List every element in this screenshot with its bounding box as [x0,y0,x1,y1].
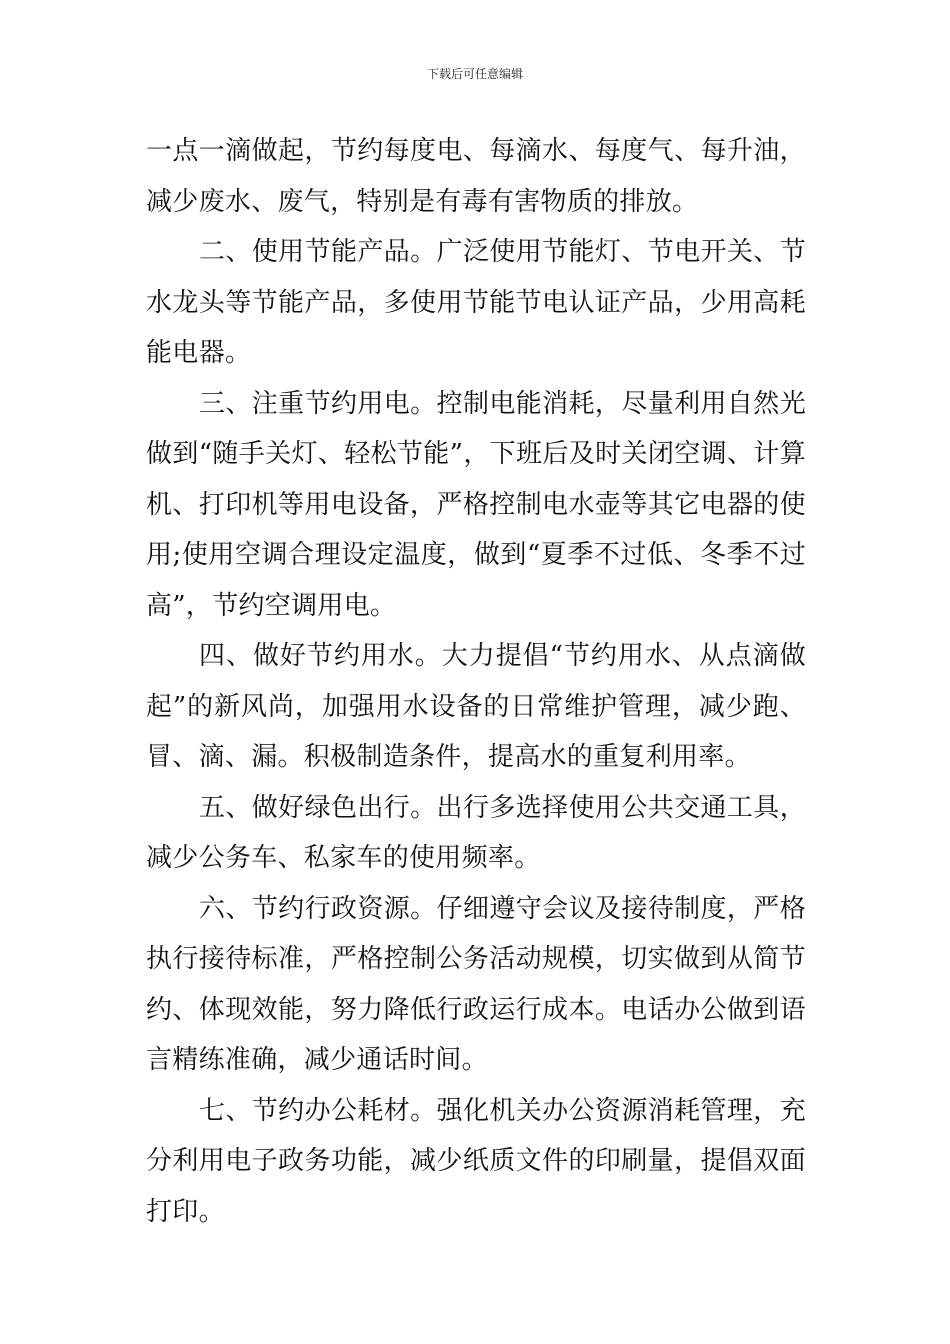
paragraph-item-2: 二、使用节能产品。广泛使用节能灯、节电开关、节水龙头等节能产品，多使用节能节电认证产品，少用高耗能电器。 [146,237,806,368]
paragraph-item-5: 五、做好绿色出行。出行多选择使用公共交通工具，减少公务车、私家车的使用频率。 [146,792,806,873]
document-body [146,126,806,1237]
paragraph-item-4: 四、做好节约用水。大力提倡“节约用水、从点滴做起”的新风尚，加强用水设备的日常维护管理，减少跑、冒、滴、漏。积极制造条件，提高水的重复利用率。 [146,641,806,772]
paragraph-item-3: 三、注重节约用电。控制电能消耗，尽量利用自然光做到“随手关灯、轻松节能”，下班后及时关闭空调、计算机、打印机等用电设备，严格控制电水壶等其它电器的使用;使用空调合理设定温度，做到“夏季不过低、冬季不过高”，节约空调用电。 [146,388,806,621]
paragraph-item-7: 七、节约办公耗材。强化机关办公资源消耗管理，充分利用电子政务功能，减少纸质文件的印刷量，提倡双面打印。 [146,1095,806,1227]
page-header: 下载后可任意编辑 [426,67,523,81]
paragraph-item-6: 六、节约行政资源。仔细遵守会议及接待制度，严格执行接待标准，严格控制公务活动规模，切实做到从简节约、体现效能，努力降低行政运行成本。电话办公做到语言精练准确，减少通话时间。 [146,893,806,1075]
paragraph-continuation: 一点一滴做起，节约每度电、每滴水、每度气、每升油，减少废水、废气，特别是有毒有害物质的排放。 [146,136,806,217]
